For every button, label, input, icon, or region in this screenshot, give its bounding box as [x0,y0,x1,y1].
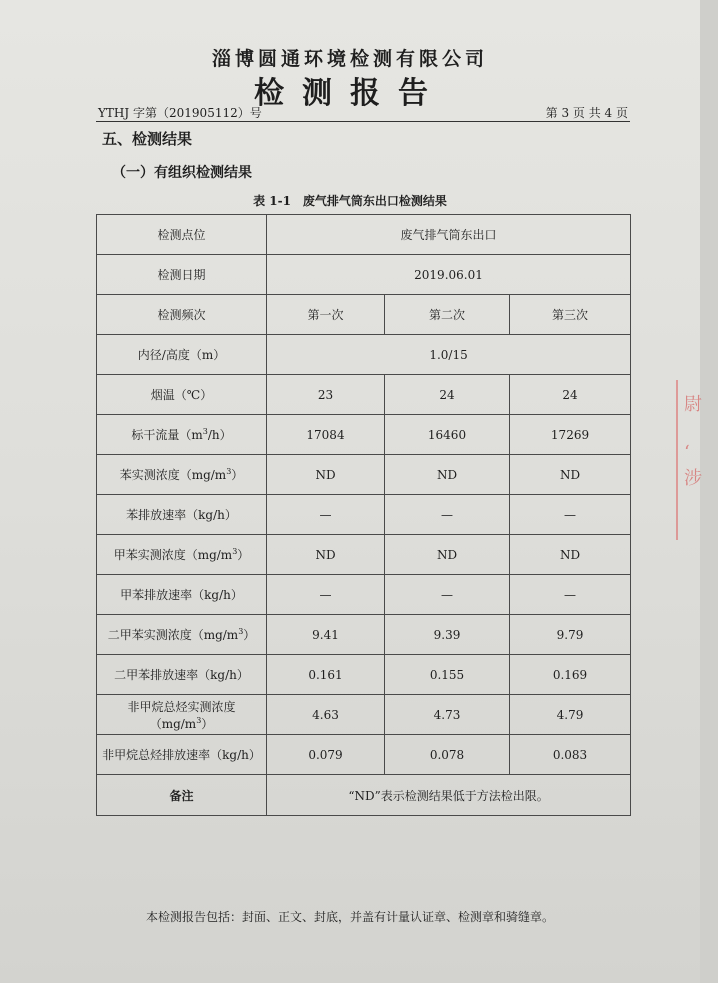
report-title: 检测报告 [254,76,446,111]
table-cell: 16460 [385,415,510,455]
row-label: 甲苯实测浓度$(mg/m^3)$ [97,535,267,575]
table-cell: 0.078 [385,735,510,775]
stamp-mark: ‘ [684,442,690,463]
seal-stamp-edge [676,380,718,540]
table-cell: ND [267,455,385,495]
table-cell: — [385,495,510,535]
table-cell: 废气排气筒东出口 [267,215,631,255]
table-row [97,375,631,415]
row-label: 烟温（℃） [97,375,267,415]
table-cell: 23 [267,375,385,415]
table-cell: 第一次 [267,295,385,335]
row-label: 非甲烷总烃实测浓度$(mg/m^3)$ [97,695,267,735]
table-row [97,535,631,575]
table-row [97,415,631,455]
table-row [97,615,631,655]
table-cell: 4.79 [510,695,631,735]
table-row [97,215,631,255]
table-cell: 17269 [510,415,631,455]
row-label: 苯实测浓度$(mg/m^3)$ [97,455,267,495]
table-cell: 0.155 [385,655,510,695]
table-cell: ND [385,535,510,575]
document-number: YTHJ 字第（201905112）号 [98,106,262,120]
footer-note: 本检测报告包括：封面、正文、封底，并盖有计量认证章、检测章和骑缝章。 [145,910,554,924]
row-label: 检测点位 [97,215,267,255]
table-caption: 表 1-1 废气排气筒东出口检测结果 [253,194,447,208]
table-cell: — [510,495,631,535]
results-table [96,214,631,816]
row-label: 非甲烷总烃排放速率（kg/h） [97,735,267,775]
row-label: 标干流量$(m^3/h)$ [97,415,267,455]
table-cell: 0.083 [510,735,631,775]
table-cell: ND [267,535,385,575]
company-name: 淄博圆通环境检测有限公司 [211,48,488,70]
table-cell: — [267,495,385,535]
subsection-heading: （一）有组织检测结果 [112,165,252,181]
table-cell: — [510,575,631,615]
table-cell: 0.169 [510,655,631,695]
table-cell: 9.41 [267,615,385,655]
table-row [97,495,631,535]
page-indicator: 第 3 页 共 4 页 [545,106,628,120]
table-row [97,575,631,615]
table-cell: 0.079 [267,735,385,775]
row-label: 检测日期 [97,255,267,295]
table-cell: 9.39 [385,615,510,655]
table-cell: 第二次 [385,295,510,335]
row-label: 二甲苯实测浓度$(mg/m^3)$ [97,615,267,655]
row-label: 甲苯排放速率（kg/h） [97,575,267,615]
table-row [97,775,631,816]
table-cell: 9.79 [510,615,631,655]
table-row [97,335,631,375]
table-row [97,695,631,735]
row-label: 内径/高度（m） [97,335,267,375]
table-row [97,295,631,335]
row-label: 检测频次 [97,295,267,335]
note-text: “ND”表示检测结果低于方法检出限。 [267,775,631,816]
table-row [97,255,631,295]
table-cell: 17084 [267,415,385,455]
table-row [97,455,631,495]
table-row [97,735,631,775]
stamp-mark: 涉 [684,468,702,489]
header-divider [96,121,630,122]
table-cell: 2019.06.01 [267,255,631,295]
table-cell: 4.63 [267,695,385,735]
table-cell: 第三次 [510,295,631,335]
table-cell: 0.161 [267,655,385,695]
table-cell: 1.0/15 [267,335,631,375]
row-label: 苯排放速率（kg/h） [97,495,267,535]
table-cell: ND [385,455,510,495]
stamp-mark: 尉 [684,394,702,415]
table-cell: ND [510,455,631,495]
row-label: 二甲苯排放速率（kg/h） [97,655,267,695]
section-heading: 五、检测结果 [102,130,193,148]
note-label: 备注 [97,775,267,816]
table-cell: 24 [385,375,510,415]
table-cell: — [267,575,385,615]
table-cell: — [385,575,510,615]
table-cell: ND [510,535,631,575]
table-cell: 24 [510,375,631,415]
table-cell: 4.73 [385,695,510,735]
table-row [97,655,631,695]
